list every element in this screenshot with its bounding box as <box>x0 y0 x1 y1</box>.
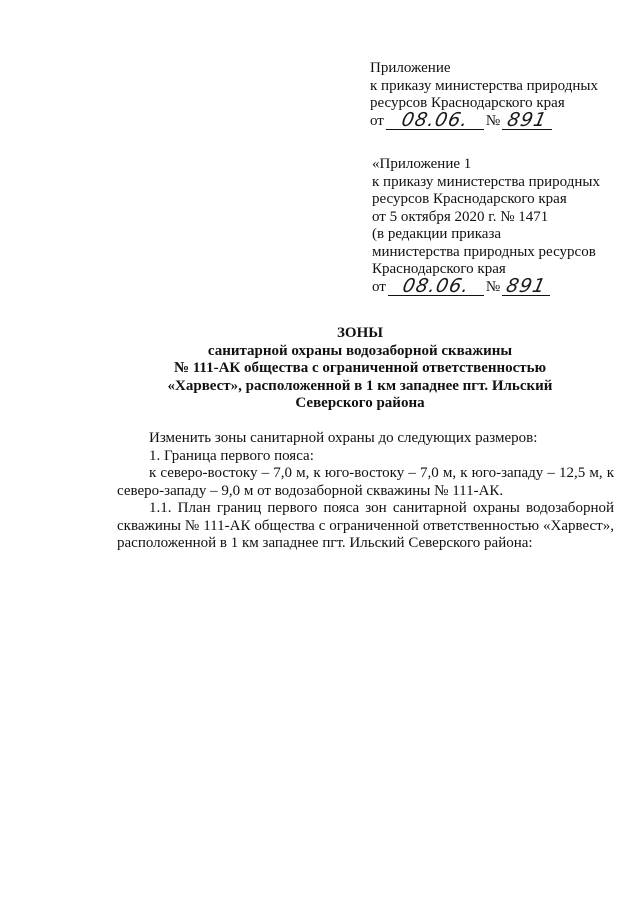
date-prefix: от <box>372 278 386 295</box>
date-field <box>386 108 484 131</box>
number-prefix: № <box>485 278 501 295</box>
appendix-line-2: ресурсов Краснодарского края <box>370 95 565 111</box>
title-line-3: № 111-АК общества с ограниченной ответственностью <box>173 360 547 376</box>
date-prefix: от <box>370 112 384 129</box>
appendix-line-1: к приказу министерства природных <box>370 77 598 94</box>
appendix1-line-6: министерства природных ресурсов <box>372 243 596 260</box>
number-field <box>502 274 550 297</box>
appendix1-line-1: «Приложение 1 <box>372 156 472 172</box>
title-line-1: ЗОНЫ <box>337 325 383 341</box>
number-field <box>502 108 552 131</box>
item-1-1-paragraph: 1.1. План границ первого пояса зон санитарной охраны водозаборной скважины № 111-АК общества с ограниченной ответственностью «Харвест», расположенной в 1 км западнее пгт. Ильский Северского района: <box>117 500 614 551</box>
title-line-4: «Харвест», расположенной в 1 км западнее пгт. Ильский <box>167 377 553 394</box>
appendix1-line-3: ресурсов Краснодарского края <box>372 191 567 207</box>
number-prefix: № <box>485 112 501 129</box>
appendix1-line-7: Краснодарского края <box>372 261 506 277</box>
handwritten-date: 08.06. <box>400 274 472 297</box>
appendix1-header <box>372 156 600 296</box>
document-title <box>60 325 640 413</box>
item-1-heading: 1. Граница первого пояса: <box>149 447 314 464</box>
item-1-text: к северо-востоку – 7,0 м, к юго-востоку – 7,0 м, к юго-западу – 12,5 м, к северо-западу – 9,0 м от водозаборной скважины № 111-АК. <box>117 465 614 499</box>
date-field <box>388 274 484 297</box>
intro-paragraph: Изменить зоны санитарной охраны до следующих размеров: <box>149 430 538 446</box>
appendix-header <box>370 60 598 130</box>
handwritten-date: 08.06. <box>399 108 471 131</box>
handwritten-number: 891 <box>504 274 549 297</box>
document-body <box>117 430 614 553</box>
title-line-2: санитарной охраны водозаборной скважины <box>207 342 513 359</box>
handwritten-number: 891 <box>505 108 550 131</box>
title-line-5: Северского района <box>295 395 425 411</box>
appendix-title: Приложение <box>370 60 451 76</box>
appendix1-line-5: (в редакции приказа <box>372 226 502 242</box>
appendix1-date-row <box>372 274 600 297</box>
appendix1-line-2: к приказу министерства природных <box>372 173 600 190</box>
appendix-date-row <box>370 108 598 131</box>
appendix1-line-4: от 5 октября 2020 г. № 1471 <box>372 208 549 225</box>
